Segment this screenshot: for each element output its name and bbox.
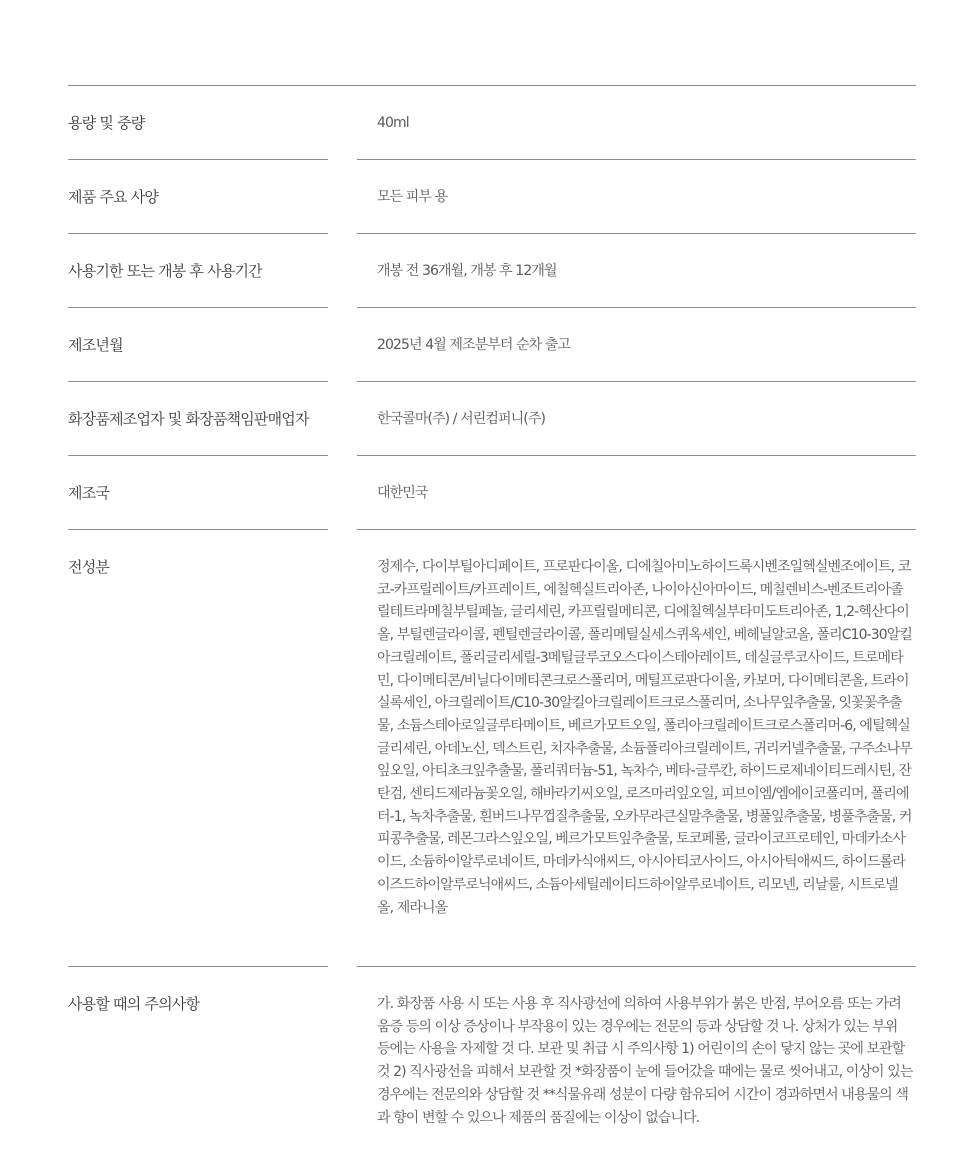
row-value: 가. 화장품 사용 시 또는 사용 후 직사광선에 의하여 사용부위가 붉은 반점, 부어오름 또는 가려움증 등의 이상 증상이나 부작용이 있는 경우에는 전문의 등과 상담할 것 나. 상처가 있는 부위 등에는 사용을 자제할 것 다. 보관 및 취급 시 주의사항 1) 어린이의 손이 닿지 않는 곳에 보관할 것 2) 직사광선을 피해서 보관할 것 *화장품이 눈에 들어갔을 때에는 물로 씻어내고, 이상이 있는 경우에는 전문의와 상담할 것 **식물유래 성분이 다량 함유되어 시간이 경과하면서 내용물의 색과 향이 변할 수 있으나 제품의 품질에는 이상이 없습니다. [377,996,913,1126]
row-label: 제품 주요 사양 [68,188,159,206]
row-value: 40ml [377,115,409,131]
row-value: 모든 피부 용 [377,189,448,205]
row-label: 사용할 때의 주의사항 [68,995,200,1013]
table-row-shelf-life [68,234,916,308]
table-row-precautions [68,967,916,1147]
row-label: 사용기한 또는 개봉 후 사용기간 [68,262,262,280]
row-value: 한국콜마(주) / 서린컴퍼니(주) [377,411,546,427]
table-row-manufacture-date [68,308,916,382]
row-label: 전성분 [68,558,110,576]
row-label: 제조국 [68,484,110,502]
table-row-country [68,456,916,530]
row-label: 화장품제조업자 및 화장품책임판매업자 [68,410,309,428]
table-row-volume [68,86,916,160]
row-value: 정제수, 다이부틸아디페이트, 프로판다이올, 디에칠아미노하이드록시벤조일헥실벤조에이트, 코코-카프릴레이트/카프레이트, 에칠헥실트리아존, 나이아신아마이드, 메칠렌비스-벤조트리아졸릴테트라메칠부틸페놀, 글리세린, 카프릴릴메티콘, 디에칠헥실부타미도트리아존, 1,2-헥산다이올, 부틸렌글라이콜, 펜틸렌글라이콜, 폴리메틸실세스퀴옥세인, 베헤닐알코올, 폴리C10-30알킬아크릴레이트, 폴리글리세릴-3메틸글루코오스다이스테아레이트, 데실글루코사이드, 트로메타민, 다이메티콘/비닐다이메티콘크로스폴리머, 메틸프로판다이올, 카보머, 다이메티콘올, 트라이실록세인, 아크릴레이트/C10-30알킬아크릴레이트크로스폴리머, 소나무잎추출물, 잇꽃꽃추출물, 소듐스테아로일글루타메이트, 베르가모트오일, 폴리아크릴레이트크로스폴리머-6, 에틸헥실글리세린, 아데노신, 덱스트린, 치자추출물, 소듐폴리아크릴레이트, 귀리커넬추출물, 구주소나무잎오일, 아티초크잎추출물, 폴리쿼터늄-51, 녹차수, 베타-글루칸, 하이드로제네이티드레시틴, 잔탄검, 센티드제라늄꽃오일, 해바라기씨오일, 로즈마리잎오일, 피브이엠/엠에이코폴리머, 폴리에터-1, 녹차추출물, 흰버드나무껍질추출물, 오카무라큰실말추출물, 병풀잎추출물, 병풀추출물, 커피콩추출물, 레몬그라스잎오일, 베르가모트잎추출물, 토코페롤, 글라이코프로테인, 마데카소사이드, 소듐하이알루로네이트, 마데카식애씨드, 아시아티코사이드, 아시아틱애씨드, 하이드롤라이즈드하이알루로닉애씨드, 소듐아세틸레이티드하이알루로네이트, 리모넨, 리날룰, 시트로넬올, 제라니올 [377,559,913,916]
row-label: 용량 및 중량 [68,114,145,132]
table-row-spec [68,160,916,234]
table-row-ingredients [68,530,916,967]
row-label: 제조년월 [68,336,123,354]
row-value: 2025년 4월 제조분부터 순차 출고 [377,337,571,353]
table-row-manufacturer [68,382,916,456]
row-value: 대한민국 [377,485,428,501]
row-value: 개봉 전 36개월, 개봉 후 12개월 [377,263,557,279]
